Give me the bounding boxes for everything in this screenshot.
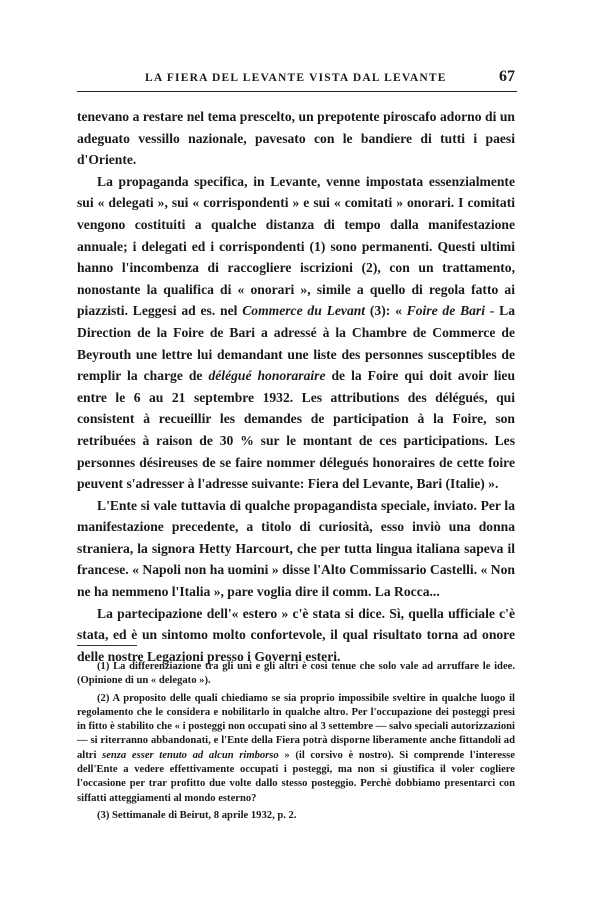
footnote-1: (1) La differenziazione tra gli uni e gli altri è così tenue che solo vale ad arruffare le idee. (Opinione di un « delegato »). <box>77 661 515 687</box>
body-text <box>77 106 515 667</box>
paragraph-2-italic-2: Foire de Bari <box>406 303 485 319</box>
footnotes <box>77 660 515 826</box>
footnote-3: (3) Settimanale di Beirut, 8 aprile 1932, p. 2. <box>97 809 297 821</box>
paragraph-3: L'Ente si vale tuttavia di qualche propagandista speciale, inviato. Per la manifestazione precedente, a titolo di curiosità, esso inviò una donna straniera, la signora Hetty Harcourt, che per tutta lingua italiana sapeva il francese. « Napoli non ha uomini » disse l'Alto Commissario Castelli. « Non ne ha nemmeno l'Italia », pare voglia dire il comm. La Rocca... <box>77 497 515 600</box>
footnote-2 <box>77 692 515 806</box>
paragraph-2 <box>77 171 515 495</box>
paragraph-2-italic-1: Commerce du Levant <box>242 303 366 319</box>
paragraph-2-part-a: La propaganda specifica, in Levante, venne impostata essenzialmente sui « delegati », sui « corrispondenti » e sui « comitati » onorari. I comitati vengono costituiti a qualche distanza di tempo dalla manifestazione annuale; i delegati ed i corrispondenti (1) sono permanenti. Questi ultimi hanno l'incombenza di raccogliere iscrizioni (2), con un trattamento, nonostante la qualifica di « onorari », simile a quello di regola fatto ai piazzisti. Leggesi ad es. nel <box>77 173 515 319</box>
paragraph-2-part-c: - La Direction de la Foire de Bari a adressé à la Chambre de Commerce de Beyrouth une lettre lui demandant une liste des personnes susceptibles de remplir la charge de <box>77 303 515 384</box>
paragraph-2-italic-3: délégué honoraraire <box>208 368 326 384</box>
paragraph-2-part-b: (3): « <box>365 303 407 319</box>
paragraph-1: tenevano a restare nel tema prescelto, un prepotente piroscafo adorno di un adeguato vessillo nazionale, pavesato con le bandiere di tutti i paesi d'Oriente. <box>77 109 515 168</box>
page-header <box>77 68 517 92</box>
footnote-2-part-b: » (il corsivo è nostro). Si comprende l'interesse dell'Ente a vedere effettivamente occupati i posteggi, ma non si giustifica il voler cogliere l'occasione per trar profitto due volte dallo stesso posteggio. Perchè dobbiamo presentarci con siffatti atteggiamenti al mondo esterno? <box>77 749 515 804</box>
page-number: 67 <box>499 68 515 85</box>
header-rule <box>77 91 517 92</box>
running-title: LA FIERA DEL LEVANTE VISTA DAL LEVANTE <box>145 72 447 84</box>
paragraph-2-part-d: de la Foire qui doit avoir lieu entre le 6 au 21 septembre 1932. Les attributions des délégués, qui consistent à recueillir les demandes de participation à la Foire, son retribuées à raison de 30 % sur le montant de ces participations. Les personnes désireuses de se faire nommer délegués honoraires de cette foire peuvent s'adresser à l'adresse suivante: Fiera del Levante, Bari (Italie) ». <box>77 368 516 492</box>
footnote-rule <box>77 645 137 646</box>
footnote-2-italic: senza esser tenuto ad alcun rimborso <box>102 749 279 761</box>
paragraph-4: La partecipazione dell'« estero » c'è stata si dice. Sì, quella ufficiale c'è stata, ed è un sintomo molto confortevole, il qual risultato torna ad onore delle nostre Legazioni presso i Governi esteri. <box>77 605 515 664</box>
footnote-2-part-a: (2) A proposito delle quali chiediamo se sia proprio impossibile sveltire in qualche luogo il regolamento che le considera e nobilitarlo in qualche altro. Per l'occupazione dei posteggi presi in fitto è stabilito che « i posteggi non occupati sino al 3 settembre — salvo speciali autorizzazioni — si riterranno abbandonati, e l'Ente della Fiera potrà disporne liberamente anche fittandoli ad altri <box>77 692 515 761</box>
